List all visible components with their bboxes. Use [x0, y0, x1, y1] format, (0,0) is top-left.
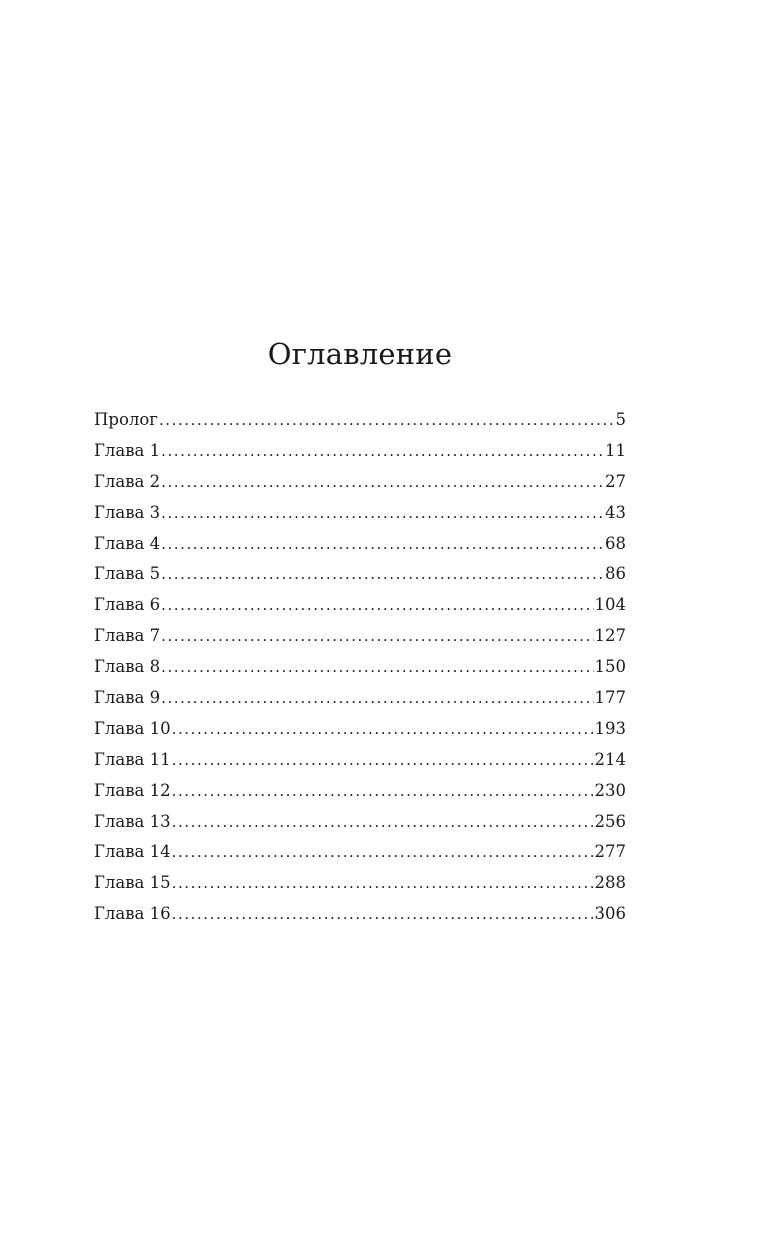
toc-dot-leader	[161, 621, 593, 652]
toc-entry[interactable]	[94, 745, 626, 776]
page-title: Оглавление	[267, 337, 453, 371]
toc-entry[interactable]	[94, 559, 626, 590]
toc-dot-leader	[161, 467, 604, 498]
toc-dot-leader	[161, 590, 593, 621]
toc-dot-leader	[161, 498, 604, 529]
toc-entry[interactable]	[94, 837, 626, 868]
toc-entry-label: Глава 8	[94, 657, 161, 677]
toc-entry-label: Глава 15	[94, 873, 171, 893]
toc-dot-leader	[172, 868, 594, 899]
toc-entry-page-number: 150	[594, 657, 626, 677]
toc-dot-leader	[172, 714, 594, 745]
toc-entry-page-number: 11	[605, 440, 626, 460]
toc-entry-page-number: 214	[594, 749, 626, 769]
toc-entry[interactable]	[94, 683, 626, 714]
toc-dot-leader	[172, 776, 594, 807]
toc-dot-leader	[172, 837, 594, 868]
toc-entry-page-number: 68	[605, 533, 626, 553]
toc-entry-page-number: 288	[594, 873, 626, 893]
toc-entry-page-number: 193	[594, 718, 626, 738]
toc-entry[interactable]	[94, 529, 626, 560]
toc-entry-page-number: 86	[605, 564, 626, 584]
toc-entry[interactable]	[94, 868, 626, 899]
toc-dot-leader	[172, 745, 594, 776]
toc-dot-leader	[161, 683, 593, 714]
toc-entry-label: Глава 6	[94, 595, 161, 615]
toc-entry[interactable]	[94, 405, 626, 436]
toc-entry-label: Глава 13	[94, 811, 171, 831]
toc-entry-page-number: 5	[615, 410, 626, 429]
toc-entry[interactable]	[94, 621, 626, 652]
toc-dot-leader	[161, 559, 604, 590]
toc-entry-label: Глава 9	[94, 688, 161, 708]
toc-entry-label: Глава 1	[94, 440, 161, 460]
toc-entry-page-number: 230	[594, 780, 626, 800]
toc-entry-label: Глава 10	[94, 718, 171, 738]
toc-entry-page-number: 104	[594, 595, 626, 615]
table-of-contents	[94, 405, 626, 930]
toc-entry-page-number: 306	[594, 904, 626, 924]
toc-dot-leader	[161, 436, 604, 467]
toc-entry-page-number: 177	[594, 688, 626, 708]
toc-entry-label: Глава 12	[94, 780, 171, 800]
toc-entry[interactable]	[94, 467, 626, 498]
toc-entry-page-number: 43	[605, 502, 626, 522]
toc-entry-label: Глава 14	[94, 842, 171, 862]
toc-entry-label: Пролог	[94, 410, 158, 429]
toc-entry[interactable]	[94, 652, 626, 683]
toc-entry-label: Глава 16	[94, 904, 171, 924]
toc-entry-label: Глава 4	[94, 533, 161, 553]
toc-entry-page-number: 127	[594, 626, 626, 646]
toc-dot-leader	[161, 652, 593, 683]
toc-dot-leader	[172, 807, 594, 838]
toc-dot-leader	[161, 529, 604, 560]
toc-entry[interactable]	[94, 807, 626, 838]
toc-entry-label: Глава 5	[94, 564, 161, 584]
toc-dot-leader	[159, 405, 615, 436]
toc-entry[interactable]	[94, 714, 626, 745]
toc-entry-label: Глава 2	[94, 471, 161, 491]
toc-entry-label: Глава 11	[94, 749, 171, 769]
toc-entry-label: Глава 7	[94, 626, 161, 646]
toc-entry-page-number: 277	[594, 842, 626, 862]
toc-entry-label: Глава 3	[94, 502, 161, 522]
toc-entry-page-number: 256	[594, 811, 626, 831]
toc-dot-leader	[172, 899, 594, 930]
toc-entry-page-number: 27	[605, 471, 626, 491]
toc-entry[interactable]	[94, 436, 626, 467]
toc-entry[interactable]	[94, 776, 626, 807]
toc-entry[interactable]	[94, 899, 626, 930]
toc-entry[interactable]	[94, 498, 626, 529]
toc-entry[interactable]	[94, 590, 626, 621]
